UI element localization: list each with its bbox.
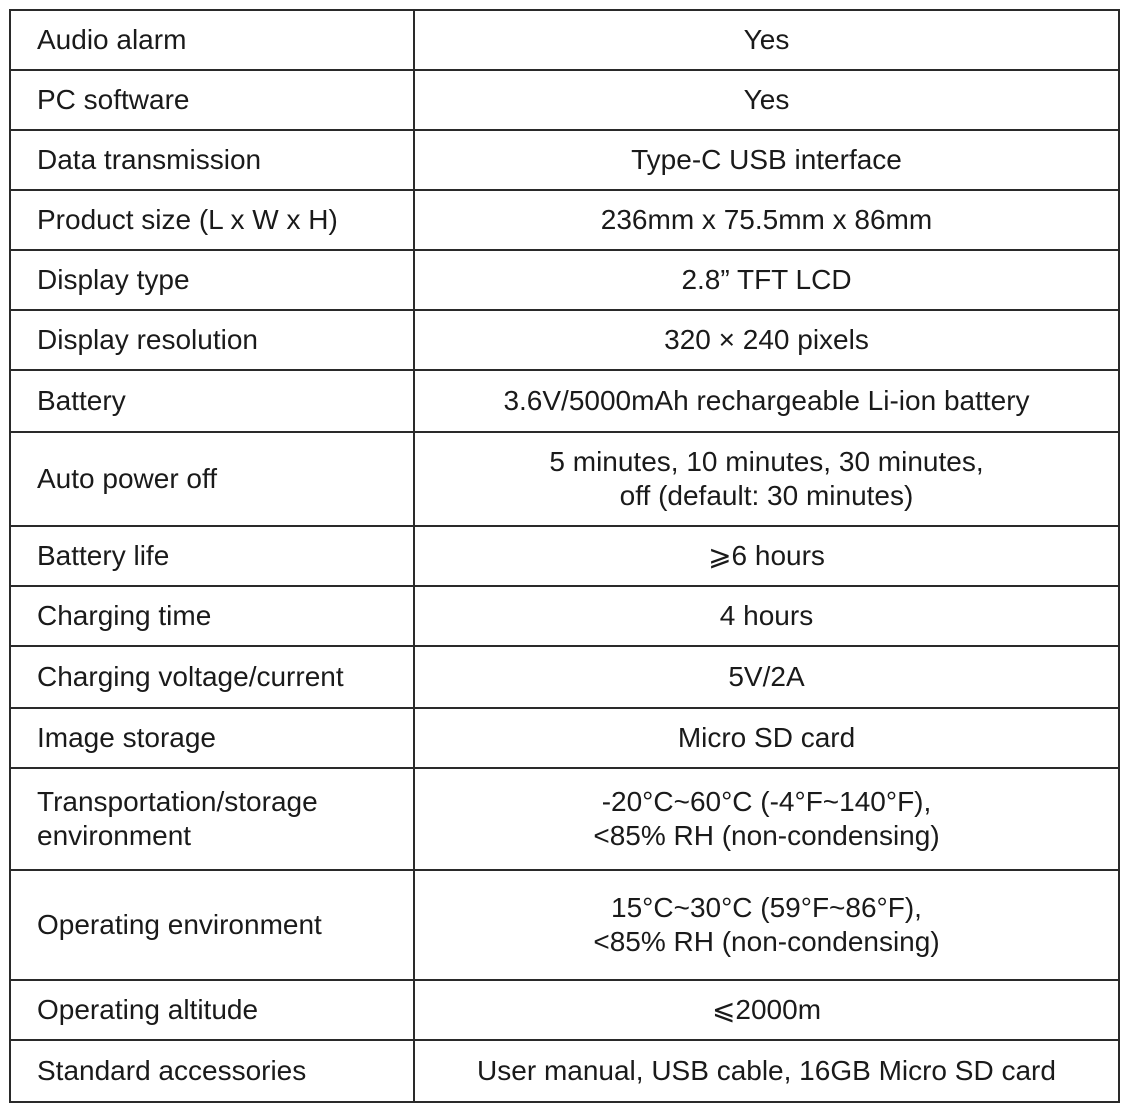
spec-value-text: Micro SD card	[677, 722, 856, 753]
spec-label	[10, 526, 414, 586]
spec-value-text: Yes	[743, 24, 790, 55]
spec-label	[10, 370, 414, 432]
spec-label-text: Charging time	[37, 600, 212, 631]
table-row	[10, 980, 1119, 1040]
spec-label-text: Product size (L x W x H)	[37, 204, 338, 235]
spec-label	[10, 646, 414, 708]
spec-label-text: Image storage	[37, 722, 216, 753]
spec-label	[10, 190, 414, 250]
table-row	[10, 768, 1119, 870]
spec-value	[414, 870, 1119, 980]
spec-label-text: Display resolution	[37, 324, 258, 355]
spec-value	[414, 370, 1119, 432]
table-row	[10, 10, 1119, 70]
spec-value-text: off (default: 30 minutes)	[619, 480, 914, 511]
spec-label-text: Charging voltage/current	[37, 661, 344, 692]
spec-value-text: <85% RH (non-condensing)	[593, 926, 940, 957]
spec-label-text: Battery	[37, 385, 126, 416]
spec-label	[10, 250, 414, 310]
spec-label	[10, 870, 414, 980]
table-row	[10, 370, 1119, 432]
spec-label	[10, 70, 414, 130]
spec-label-text: Transportation/storage	[37, 786, 318, 817]
spec-label-text: Battery life	[37, 540, 170, 571]
spec-label-text: Display type	[37, 264, 190, 295]
spec-value	[414, 586, 1119, 646]
spec-value	[414, 646, 1119, 708]
spec-label	[10, 980, 414, 1040]
spec-label-text: Data transmission	[37, 144, 262, 175]
spec-value-text: 320 × 240 pixels	[664, 324, 869, 355]
table-row	[10, 70, 1119, 130]
spec-value-text: 5 minutes, 10 minutes, 30 minutes,	[549, 446, 984, 477]
spec-value	[414, 310, 1119, 370]
spec-label	[10, 432, 414, 526]
spec-label-text: PC software	[37, 84, 190, 115]
spec-label-text: Audio alarm	[37, 24, 187, 55]
spec-label-text: Auto power off	[37, 463, 218, 494]
spec-value-text: 2.8” TFT LCD	[681, 264, 852, 295]
spec-label-text: Standard accessories	[37, 1055, 307, 1086]
spec-value	[414, 432, 1119, 526]
table-row	[10, 130, 1119, 190]
spec-value	[414, 70, 1119, 130]
table-row	[10, 432, 1119, 526]
spec-value	[414, 10, 1119, 70]
table-row	[10, 646, 1119, 708]
table-row	[10, 708, 1119, 768]
table-row	[10, 1040, 1119, 1102]
spec-value	[414, 130, 1119, 190]
spec-value	[414, 250, 1119, 310]
spec-label	[10, 768, 414, 870]
table-row	[10, 190, 1119, 250]
spec-value	[414, 768, 1119, 870]
spec-label-text: Operating altitude	[37, 994, 259, 1025]
spec-label	[10, 130, 414, 190]
spec-value-text: ⩾6 hours	[708, 540, 825, 571]
table-row	[10, 586, 1119, 646]
spec-label-text: environment	[37, 820, 192, 851]
spec-value-text: <85% RH (non-condensing)	[593, 820, 940, 851]
spec-label	[10, 10, 414, 70]
spec-label	[10, 708, 414, 768]
table-row	[10, 250, 1119, 310]
table-row	[10, 526, 1119, 586]
spec-value-text: 5V/2A	[728, 661, 805, 692]
specifications-table	[9, 9, 1120, 1103]
spec-value-text: ⩽2000m	[711, 994, 822, 1025]
spec-value	[414, 190, 1119, 250]
spec-label	[10, 310, 414, 370]
spec-value-text: 3.6V/5000mAh rechargeable Li-ion battery	[503, 385, 1030, 416]
spec-label	[10, 586, 414, 646]
spec-value	[414, 526, 1119, 586]
spec-value-text: 4 hours	[719, 600, 814, 631]
spec-label	[10, 1040, 414, 1102]
spec-value	[414, 980, 1119, 1040]
spec-label-text: Operating environment	[37, 909, 322, 940]
spec-value-text: User manual, USB cable, 16GB Micro SD card	[477, 1055, 1056, 1086]
table-row	[10, 310, 1119, 370]
spec-value-text: 236mm x 75.5mm x 86mm	[600, 204, 933, 235]
table-row	[10, 870, 1119, 980]
spec-value-text: Type-C USB interface	[631, 144, 902, 175]
spec-value	[414, 708, 1119, 768]
spec-value-text: Yes	[743, 84, 790, 115]
spec-value	[414, 1040, 1119, 1102]
spec-value-text: -20°C~60°C (-4°F~140°F),	[601, 786, 932, 817]
spec-value-text: 15°C~30°C (59°F~86°F),	[611, 892, 922, 923]
